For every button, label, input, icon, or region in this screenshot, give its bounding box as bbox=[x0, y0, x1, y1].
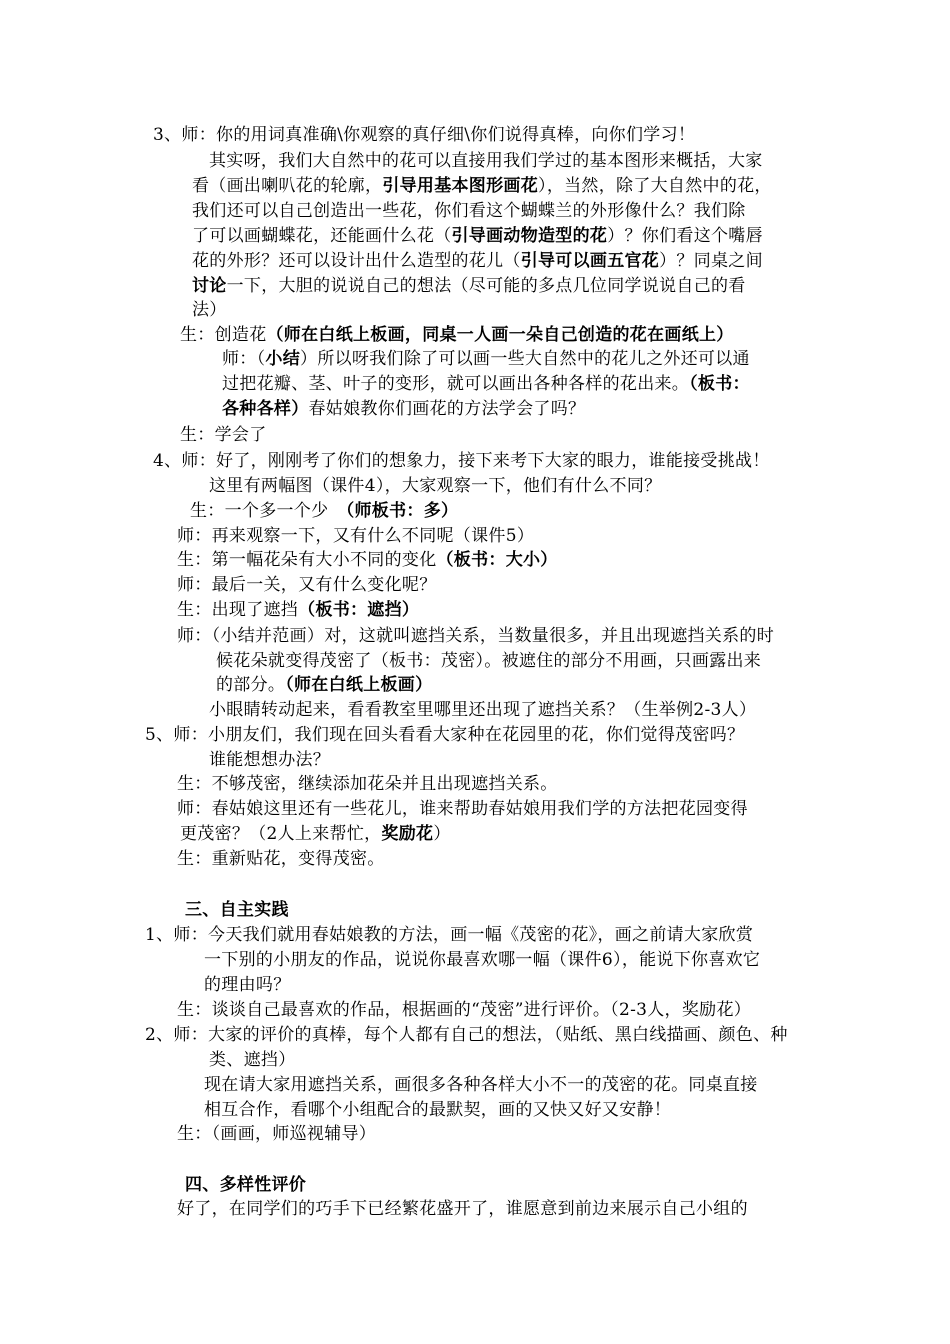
bold-text: （师板书：多） bbox=[345, 501, 459, 521]
text-line bbox=[153, 123, 695, 147]
bold-text: 三、自主实践 bbox=[185, 900, 289, 920]
text-line bbox=[209, 474, 661, 498]
text-line bbox=[180, 822, 451, 846]
text-line bbox=[177, 573, 437, 597]
section-heading bbox=[185, 898, 289, 922]
text-segment: 生：创造花 bbox=[180, 325, 267, 345]
text-segment: 一下别的小朋友的作品，说说你最喜欢哪一幅（课件6），能说下你喜欢它 bbox=[204, 950, 761, 970]
text-segment: 师：再来观察一下，又有什么不同呢（课件5） bbox=[177, 526, 535, 546]
text-segment: ）？你们看这个嘴唇 bbox=[607, 226, 763, 246]
text-line bbox=[192, 199, 746, 223]
text-line bbox=[177, 797, 748, 821]
text-line bbox=[222, 372, 750, 396]
text-segment: 我们还可以自己创造出一些花，你们看这个蝴蝶兰的外形像什么？我们除 bbox=[192, 201, 746, 221]
text-line bbox=[204, 973, 291, 997]
text-segment: 相互合作，看哪个小组配合的最默契，画的又快又好又安静！ bbox=[204, 1100, 672, 1120]
text-line bbox=[177, 624, 774, 648]
text-line bbox=[177, 524, 534, 548]
text-segment: 更茂密？（2人上来帮忙， bbox=[180, 824, 382, 844]
text-segment: 师：最后一关，又有什么变化呢？ bbox=[177, 575, 437, 595]
text-line bbox=[145, 923, 753, 947]
text-line bbox=[216, 673, 432, 697]
text-segment: 好了，在同学们的巧手下已经繁花盛开了，谁愿意到前边来展示自己小组的 bbox=[177, 1199, 748, 1219]
text-segment: 生：（画画，师巡视辅导） bbox=[177, 1124, 377, 1144]
text-segment: 师：春姑娘这里还有一些花儿，谁来帮助春姑娘用我们学的方法把花园变得 bbox=[177, 799, 748, 819]
text-line bbox=[192, 298, 227, 322]
text-line bbox=[192, 174, 772, 198]
text-line bbox=[192, 274, 746, 298]
text-line bbox=[177, 998, 751, 1022]
text-segment: 生：一个多一个少 bbox=[190, 501, 346, 521]
text-line bbox=[177, 1122, 376, 1146]
text-line bbox=[145, 1023, 788, 1047]
text-segment: 的部分。 bbox=[216, 675, 286, 695]
bold-text: 引导用基本图形画花 bbox=[382, 176, 539, 196]
text-segment: 3、师：你的用词真准确\你观察的真仔细\你们说得真棒，向你们学习！ bbox=[153, 125, 696, 145]
text-segment: 生：不够茂密，继续添加花朵并且出现遮挡关系。 bbox=[177, 774, 558, 794]
bold-text: 引导可以画五官花 bbox=[520, 251, 660, 271]
bold-text: （板书：大小） bbox=[436, 550, 558, 570]
text-line bbox=[216, 649, 761, 673]
text-line bbox=[192, 249, 763, 273]
section-heading bbox=[185, 1173, 306, 1197]
text-segment: 春姑娘教你们画花的方法学会了吗？ bbox=[308, 399, 586, 419]
text-segment: 法） bbox=[192, 300, 227, 320]
text-segment: 了可以画蝴蝶花，还能画什么花（ bbox=[192, 226, 452, 246]
text-segment: 生：第一幅花朵有大小不同的变化 bbox=[177, 550, 437, 570]
bold-text: 引导画动物造型的花 bbox=[451, 226, 608, 246]
text-line bbox=[177, 598, 419, 622]
text-segment: 一下，大胆的说说自己的想法（尽可能的多点几位同学说说自己的看 bbox=[226, 276, 746, 296]
text-segment: 花的外形？还可以设计出什么造型的花儿（ bbox=[192, 251, 521, 271]
text-segment: 类、遮挡） bbox=[209, 1050, 296, 1070]
text-line bbox=[180, 423, 267, 447]
text-segment: 师：（ bbox=[222, 349, 266, 369]
text-line bbox=[222, 347, 750, 371]
text-segment: 5、师：小朋友们，我们现在回头看看大家种在花园里的花，你们觉得茂密吗？ bbox=[145, 725, 745, 745]
text-line bbox=[204, 1098, 671, 1122]
bold-text: 各种各样） bbox=[222, 399, 309, 419]
text-segment: 1、师：今天我们就用春姑娘教的方法，画一幅《茂密的花》，画之前请大家欣赏 bbox=[145, 925, 754, 945]
text-segment: 候花朵就变得茂密了（板书：茂密）。被遮住的部分不用画，只画露出来 bbox=[216, 651, 762, 671]
text-segment: 4、师：好了，刚刚考了你们的想象力，接下来考下大家的眼力，谁能接受挑战！ bbox=[153, 451, 770, 471]
bold-text: 四、多样性评价 bbox=[185, 1175, 307, 1195]
bold-text: 讨论 bbox=[192, 276, 227, 296]
text-line bbox=[177, 548, 558, 572]
text-segment: 生：学会了 bbox=[180, 425, 267, 445]
text-segment: 其实呀，我们大自然中的花可以直接用我们学过的基本图形来概括，大家 bbox=[209, 151, 763, 171]
text-line bbox=[209, 149, 763, 173]
text-line bbox=[209, 698, 756, 722]
text-line bbox=[177, 847, 385, 871]
text-segment: 生：出现了遮挡 bbox=[177, 600, 299, 620]
bold-text: （师在白纸上板画） bbox=[285, 675, 433, 695]
text-segment: ），当然，除了大自然中的花， bbox=[538, 176, 772, 196]
text-segment: 现在请大家用遮挡关系，画很多各种各样大小不一的茂密的花。同桌直接 bbox=[204, 1075, 758, 1095]
text-segment: 生：谈谈自己最喜欢的作品，根据画的“茂密”进行评价。（2-3人，奖励花） bbox=[177, 1000, 752, 1020]
text-line bbox=[204, 948, 760, 972]
text-line bbox=[192, 224, 763, 248]
text-line bbox=[204, 1073, 758, 1097]
text-segment: 谁能想想办法？ bbox=[209, 750, 331, 770]
bold-text: 小结 bbox=[265, 349, 301, 369]
text-line bbox=[190, 499, 458, 523]
text-segment: 2、师：大家的评价的真棒，每个人都有自己的想法，（贴纸、黑白线描画、颜色、种 bbox=[145, 1025, 788, 1045]
bold-text: （师在白纸上板画，同桌一人画一朵自己创造的花在画纸上） bbox=[266, 325, 734, 345]
bold-text: （板书： bbox=[689, 374, 750, 394]
text-segment: 的理由吗？ bbox=[204, 975, 291, 995]
text-line bbox=[177, 1197, 748, 1221]
text-segment: 过把花瓣、茎、叶子的变形，就可以画出各种各样的花出来。 bbox=[222, 374, 690, 394]
text-line bbox=[180, 323, 734, 347]
text-line bbox=[222, 397, 585, 421]
text-line bbox=[153, 449, 770, 473]
text-line bbox=[209, 1048, 296, 1072]
text-line bbox=[145, 723, 744, 747]
text-line bbox=[177, 772, 558, 796]
bold-text: （板书：遮挡） bbox=[298, 600, 420, 620]
text-segment: ）所以呀我们除了可以画一些大自然中的花儿之外还可以通 bbox=[300, 349, 750, 369]
text-segment: ）？同桌之间 bbox=[659, 251, 763, 271]
text-segment: 生：重新贴花，变得茂密。 bbox=[177, 849, 385, 869]
bold-text: 奖励花 bbox=[381, 824, 434, 844]
text-segment: 师：（小结并范画）对，这就叫遮挡关系，当数量很多，并且出现遮挡关系的时 bbox=[177, 626, 774, 646]
text-line bbox=[209, 748, 330, 772]
text-segment: ） bbox=[433, 824, 451, 844]
text-segment: 看（画出喇叭花的轮廓， bbox=[192, 176, 383, 196]
text-segment: 小眼睛转动起来，看看教室里哪里还出现了遮挡关系？（生举例2-3人） bbox=[209, 700, 757, 720]
text-segment: 这里有两幅图（课件4），大家观察一下，他们有什么不同？ bbox=[209, 476, 662, 496]
